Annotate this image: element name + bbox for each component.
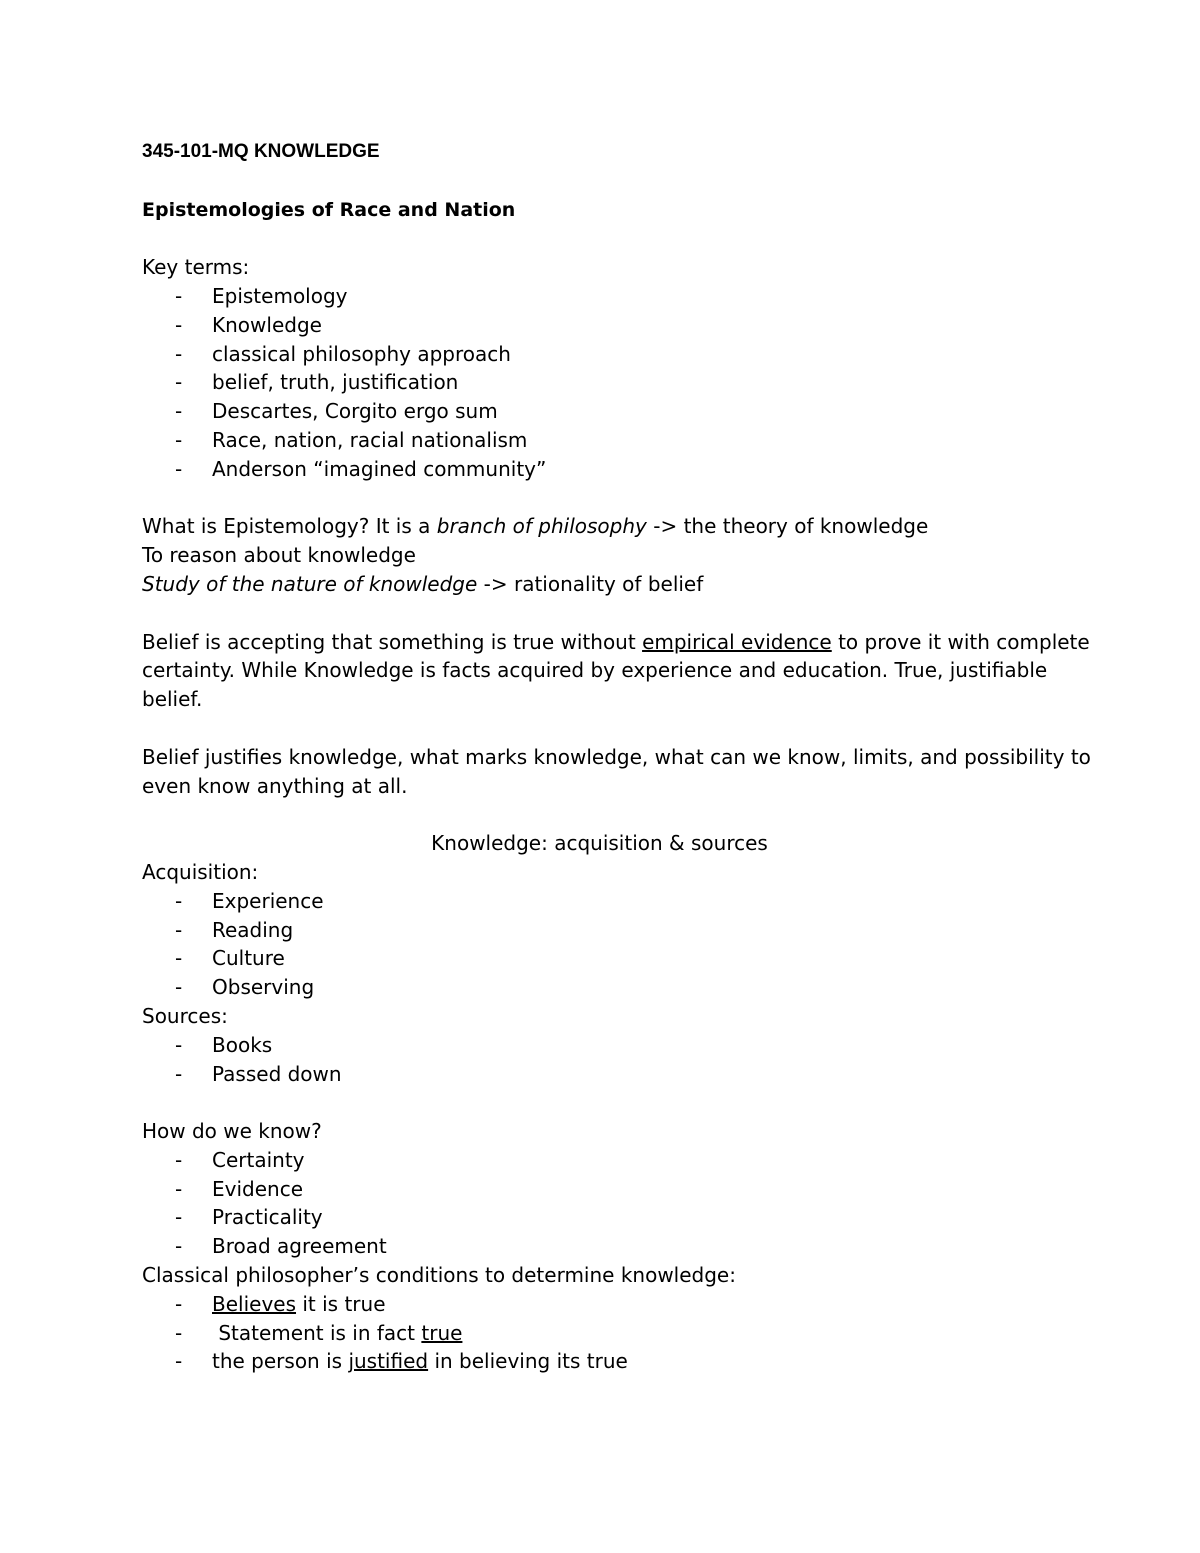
course-code: 345-101-MQ KNOWLEDGE (142, 141, 380, 162)
sources-list (142, 1031, 1062, 1089)
acquisition-heading: Acquisition: (142, 859, 259, 884)
sources-heading: Sources: (142, 1003, 228, 1028)
list-item: - Experience (142, 887, 1062, 916)
how-know-list (142, 1146, 1062, 1261)
list-item: - belief, truth, justification (142, 368, 1062, 397)
bullet-dash: - (175, 312, 183, 337)
list-item: - Culture (142, 944, 1062, 973)
list-item: - Evidence (142, 1175, 1062, 1204)
bullet-dash: - (175, 946, 183, 971)
definition-line: To reason about knowledge (142, 543, 416, 568)
list-item: - Knowledge (142, 311, 1062, 340)
list-item: - Reading (142, 916, 1062, 945)
acquisition-list (142, 887, 1062, 1002)
document-title: Epistemologies of Race and Nation (142, 198, 516, 221)
list-item: - Descartes, Corgito ergo sum (142, 397, 1062, 426)
list-item: - Anderson “imagined community” (142, 455, 1062, 484)
definition-line: Study of the nature of knowledge -> rationality of belief (142, 571, 704, 596)
bullet-dash: - (175, 427, 183, 452)
belief-paragraph: Belief is accepting that something is true without empirical evidence to prove it with complete certainty. While Knowledge is facts acquired by experience and education. True, justifiable belief. (142, 629, 1090, 712)
bullet-dash: - (175, 975, 183, 1000)
definition-question: What is Epistemology? It is a branch of philosophy -> the theory of knowledge (142, 514, 929, 539)
bullet-dash: - (175, 399, 183, 424)
list-item: - Broad agreement (142, 1232, 1062, 1261)
list-item: - Race, nation, racial nationalism (142, 426, 1062, 455)
list-item: - Believes it is true (142, 1290, 1062, 1319)
bullet-dash: - (175, 1176, 183, 1201)
underlined-term: justified (348, 1349, 429, 1374)
bullet-dash: - (175, 1320, 183, 1345)
key-terms-heading: Key terms: (142, 255, 250, 280)
section-heading: Knowledge: acquisition & sources (431, 831, 768, 856)
bullet-dash: - (175, 1349, 183, 1374)
conditions-list (142, 1290, 1062, 1376)
bullet-dash: - (175, 1061, 183, 1086)
how-know-heading: How do we know? (142, 1119, 322, 1144)
document-body (142, 138, 1091, 1376)
list-item: - Books (142, 1031, 1062, 1060)
bullet-dash: - (175, 917, 183, 942)
conditions-heading: Classical philosopher’s conditions to determine knowledge: (142, 1263, 736, 1288)
underlined-term: true (421, 1320, 463, 1345)
list-item: - Epistemology (142, 282, 1062, 311)
list-item: - Certainty (142, 1146, 1062, 1175)
underlined-term: empirical evidence (642, 629, 832, 654)
bullet-dash: - (175, 1032, 183, 1057)
list-item: - Practicality (142, 1203, 1062, 1232)
bullet-dash: - (175, 341, 183, 366)
bullet-dash: - (175, 1291, 183, 1316)
bullet-dash: - (175, 1205, 183, 1230)
bullet-dash: - (175, 888, 183, 913)
bullet-dash: - (175, 283, 183, 308)
underlined-term: Believes (212, 1291, 297, 1316)
bullet-dash: - (175, 1234, 183, 1259)
list-item: - classical philosophy approach (142, 340, 1062, 369)
bullet-dash: - (175, 456, 183, 481)
list-item: - Passed down (142, 1060, 1062, 1089)
bullet-dash: - (175, 370, 183, 395)
justifies-paragraph: Belief justifies knowledge, what marks knowledge, what can we know, limits, and possibility to even know anything at all. (142, 744, 1091, 798)
list-item: - Observing (142, 973, 1062, 1002)
list-item: - the person is justified in believing its true (142, 1347, 1062, 1376)
key-terms-list (142, 282, 1062, 484)
list-item: - Statement is in fact true (142, 1319, 1062, 1348)
bullet-dash: - (175, 1147, 183, 1172)
